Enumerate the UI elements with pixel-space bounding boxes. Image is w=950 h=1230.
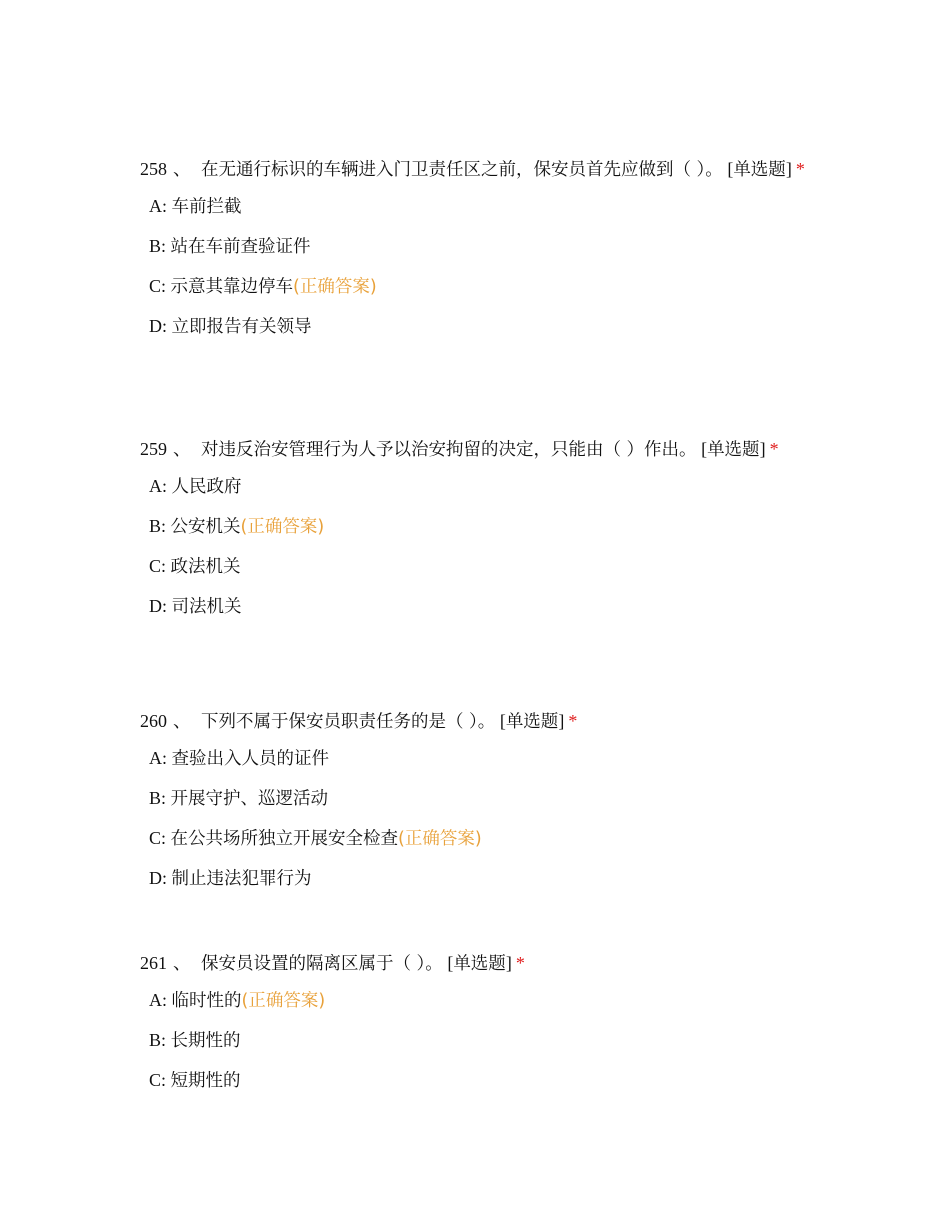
question-258 [140,151,810,356]
question-separator: 、 [173,159,191,179]
required-mark: * [568,711,578,731]
correct-answer-tag: (正确答案) [241,991,326,1011]
correct-answer-tag: (正确答案) [293,277,377,297]
question-259 [140,431,810,636]
option-c: C: 示意其靠边停车(正确答案) [149,276,377,297]
option-a: A: 人民政府 [149,476,242,497]
question-title [140,431,810,468]
question-number: 259 [140,439,167,459]
required-mark: * [769,439,779,459]
question-separator: 、 [173,439,191,459]
option-c: C: 政法机关 [149,556,241,577]
question-title [140,703,810,740]
option-d: D: 立即报告有关领导 [149,316,312,337]
question-separator: 、 [173,711,191,731]
option-c: C: 在公共场所独立开展安全检查(正确答案) [149,828,482,849]
question-number: 258 [140,159,167,179]
required-mark: * [515,953,525,973]
question-text: 在无通行标识的车辆进入门卫责任区之前，保安员首先应做到（ ）。 [201,160,723,180]
question-text: 对违反治安管理行为人予以治安拘留的决定，只能由（ ）作出。 [201,440,697,460]
option-b: B: 长期性的 [149,1030,241,1051]
option-a: A: 车前拦截 [149,196,242,217]
correct-answer-tag: (正确答案) [240,517,325,537]
question-number: 261 [140,953,167,973]
option-list [140,196,810,336]
option-d: D: 制止违法犯罪行为 [149,868,312,889]
option-b: B: 公安机关(正确答案) [149,516,325,537]
option-a: A: 临时性的(正确答案) [149,990,326,1011]
question-text: 下列不属于保安员职责任务的是（ ）。 [201,712,496,732]
option-b: B: 开展守护、巡逻活动 [149,788,329,809]
question-type: [单选题] [499,711,565,732]
option-list [140,476,810,616]
option-a: A: 查验出入人员的证件 [149,748,329,769]
question-text: 保安员设置的隔离区属于（ ）。 [201,954,443,974]
option-d: D: 司法机关 [149,596,242,617]
option-c: C: 短期性的 [149,1070,241,1091]
required-mark: * [795,159,805,179]
question-title [140,151,810,188]
question-type: [单选题] [701,439,766,460]
question-261 [140,945,810,1110]
question-type: [单选题] [727,159,792,180]
option-list [140,990,810,1090]
question-type: [单选题] [447,953,512,974]
question-260 [140,703,810,908]
question-number: 260 [140,711,167,731]
question-separator: 、 [173,953,191,973]
option-list [140,748,810,888]
question-title [140,945,810,982]
option-b: B: 站在车前查验证件 [149,236,311,257]
correct-answer-tag: (正确答案) [398,829,482,849]
